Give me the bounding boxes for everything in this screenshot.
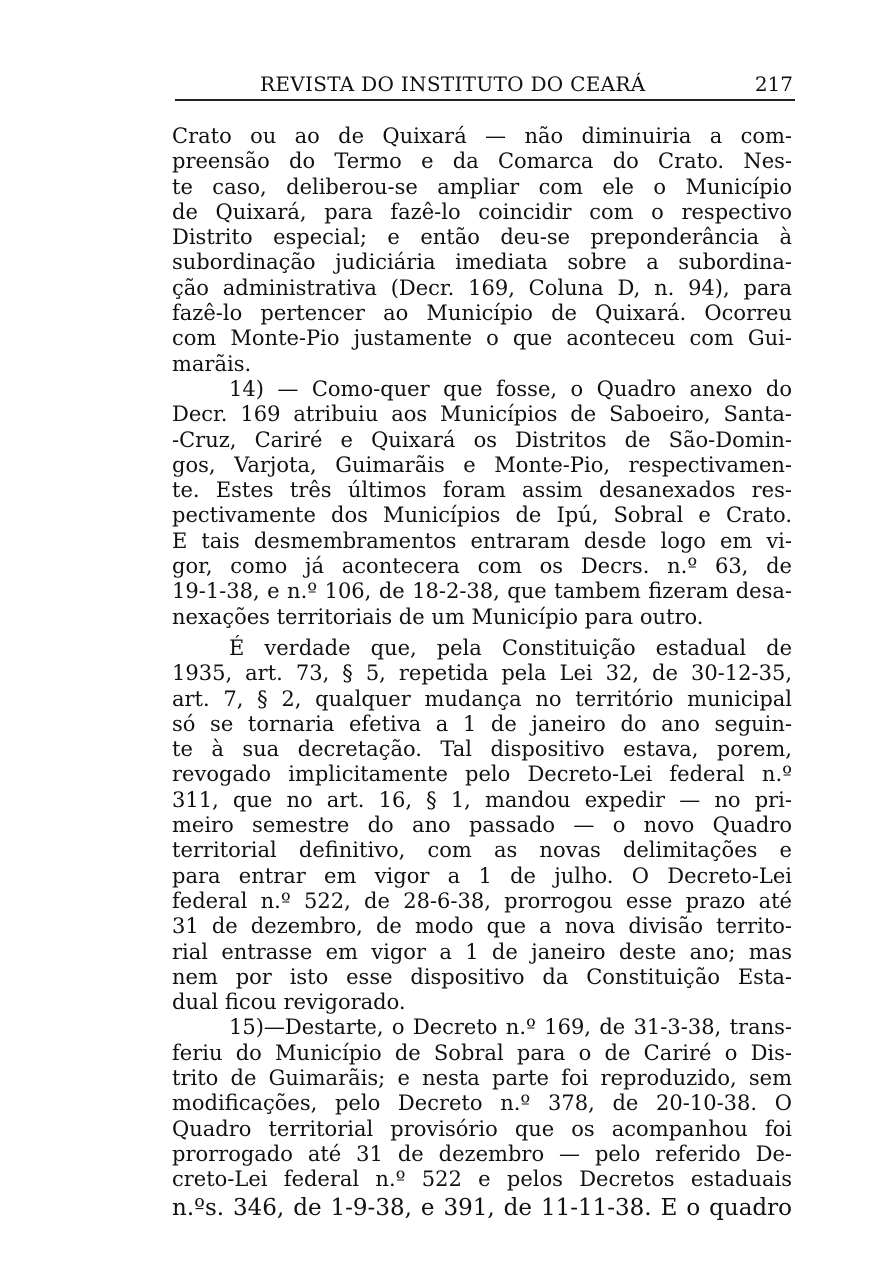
text-line: revogado implicitamente pelo Decreto-Lei federal n.º (172, 762, 792, 787)
text-line: federal n.º 522, de 28-6-38, prorrogou esse prazo até (172, 888, 792, 913)
text-line: com Monte-Pio justamente o que aconteceu com Gui- (172, 326, 792, 351)
text-line: creto-Lei federal n.º 522 e pelos Decretos estaduais (172, 1167, 792, 1192)
text-line: 311, que no art. 16, § 1, mandou expedir — no pri- (172, 787, 792, 812)
text-line: subordinação judiciária imediata sobre a subordina- (172, 250, 792, 275)
text-line: art. 7, § 2, qualquer mudança no território municipal (172, 686, 792, 711)
text-line: meiro semestre do ano passado — o novo Quadro (172, 813, 792, 838)
text-line: te caso, deliberou-se ampliar com ele o Município (172, 174, 792, 199)
text-line: pectivamente dos Municípios de Ipú, Sobral e Crato. (172, 503, 792, 528)
text-line: trito de Guimarãis; e nesta parte foi reproduzido, sem (172, 1065, 792, 1090)
text-line: n.ºs. 346, de 1-9-38, e 391, de 11-11-38. E o quadro (172, 1195, 792, 1222)
text-line: Quadro territorial provisório que os acompanhou foi (172, 1116, 792, 1141)
text-line: para entrar em vigor a 1 de julho. O Decreto-Lei (172, 863, 792, 888)
text-line: marãis. (172, 351, 252, 376)
text-line: modificações, pelo Decreto n.º 378, de 20-10-38. O (172, 1091, 792, 1116)
text-line: prorrogado até 31 de dezembro — pelo referido De- (172, 1141, 792, 1166)
paragraph-4 (172, 1015, 792, 1221)
text-line: territorial definitivo, com as novas delimitações e (172, 838, 792, 863)
text-line: só se tornaria efetiva a 1 de janeiro do ano seguin- (172, 711, 792, 736)
text-line: te à sua decretação. Tal dispositivo estava, porem, (172, 737, 792, 762)
text-line: 15)—Destarte, o Decreto n.º 169, de 31-3-38, trans- (229, 1015, 792, 1040)
text-line: feriu do Município de Sobral para o de Cariré o Dis- (172, 1040, 792, 1065)
text-line: rial entrasse em vigor a 1 de janeiro deste ano; mas (172, 939, 792, 964)
text-line: te. Estes três últimos foram assim desanexados res- (172, 478, 792, 503)
text-line: gos, Varjota, Guimarãis e Monte-Pio, respectivamen- (172, 452, 792, 477)
text-line: É verdade que, pela Constituição estadual de (229, 635, 792, 660)
text-line: gor, como já acontecera com os Decrs. n.º 63, de (172, 554, 792, 579)
text-line: -Cruz, Cariré e Quixará os Distritos de São-Domin- (172, 427, 792, 452)
text-line: E tais desmembramentos entraram desde logo em vi- (172, 528, 792, 553)
paragraph-1 (172, 124, 792, 377)
text-line: nexações territoriais de um Município para outro. (172, 604, 704, 629)
text-line: Distrito especial; e então deu-se preponderância à (172, 225, 792, 250)
page-number: 217 (754, 72, 793, 96)
text-line: 14) — Como-quer que fosse, o Quadro anexo do (229, 376, 792, 401)
body-text (172, 124, 792, 1222)
text-line: fazê-lo pertencer ao Município de Quixará. Ocorreu (172, 301, 792, 326)
header-rule (175, 99, 795, 101)
text-line: preensão do Termo e da Comarca do Crato. Nes- (172, 149, 792, 174)
text-line: ção administrativa (Decr. 169, Coluna D, n. 94), para (172, 275, 792, 300)
text-line: nem por isto esse dispositivo da Constituição Esta- (172, 964, 792, 989)
running-header (175, 72, 795, 100)
text-line: Crato ou ao de Quixará — não diminuiria a com- (172, 124, 792, 148)
paragraph-2 (172, 377, 792, 630)
text-line: 19-1-38, e n.º 106, de 18-2-38, que tambem fizeram desa- (172, 579, 792, 604)
journal-title: REVISTA DO INSTITUTO DO CEARÁ (260, 72, 646, 96)
paragraph-3 (172, 636, 792, 1015)
text-line: Decr. 169 atribuiu aos Municípios de Saboeiro, Santa- (172, 402, 792, 427)
text-line: dual ficou revigorado. (172, 990, 406, 1015)
text-line: 31 de dezembro, de modo que a nova divisão territo- (172, 914, 792, 939)
text-line: 1935, art. 73, § 5, repetida pela Lei 32, de 30-12-35, (172, 661, 792, 686)
text-line: de Quixará, para fazê-lo coincidir com o respectivo (172, 199, 792, 224)
